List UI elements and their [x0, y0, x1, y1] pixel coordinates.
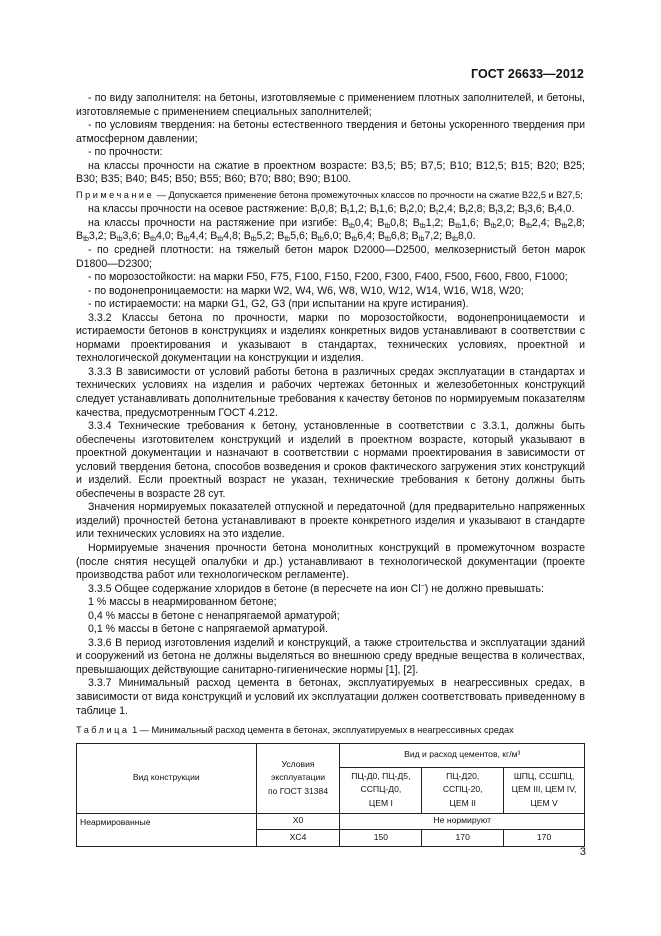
bending-lead: на классы прочности на растяжение при изгибе: [88, 216, 342, 229]
paragraph: - по условиям твердения: на бетоны естественного твердения и бетоны ускоренного твердения при атмосферном давлении; [76, 119, 585, 145]
strength-class-item [210, 230, 238, 242]
strength-class-item [518, 203, 542, 215]
class-subscript: tb [183, 236, 190, 244]
class-value: 1,2 [349, 203, 364, 216]
strength-class-item [310, 203, 334, 215]
paragraph: на классы прочности на сжатие в проектном возрасте: B3,5; B5; B7,5; B10; B12,5; B15; B20; B25; B30; B35; B40; B45; B50; B55; B60; B70; B80; B90; B100. [76, 159, 585, 186]
chloride-tail: ) не должно превышать: [424, 582, 544, 595]
class-subscript: tb [83, 236, 89, 244]
paragraph: 0,4 % массы в бетоне с ненапрягаемой арматурой; [88, 609, 340, 622]
strength-class-item [445, 230, 473, 242]
class-value: 4,4 [189, 230, 205, 243]
axial-lead: на классы прочности на осевое растяжение: [88, 203, 311, 216]
class-value: 2,8 [567, 216, 583, 229]
class-value: 3,6 [122, 230, 138, 243]
strength-class-item [459, 203, 483, 215]
class-value: 2,4 [531, 216, 547, 229]
strength-class-item [554, 217, 582, 229]
header-conditions-line: по ГОСТ 31384 [267, 785, 329, 796]
class-subscript: tb [250, 236, 257, 244]
class-value: 7,2 [424, 230, 440, 243]
strength-class-item [177, 230, 205, 242]
strength-class-item [143, 230, 171, 242]
table-row [77, 813, 585, 829]
table-caption-label: Таблица [76, 725, 130, 736]
class-subscript: t [376, 209, 379, 217]
header-conditions [256, 743, 340, 813]
strength-class-item [277, 230, 305, 242]
class-value: 6,0 [323, 230, 339, 243]
class-value: 2,8 [467, 203, 483, 216]
paragraph: - по виду заполнителя: на бетоны, изготовляемые с применением плотных заполнителей, и бетоны, изготовляемые с применением специальных заполнителей; [76, 92, 585, 118]
class-subscript: t [554, 209, 557, 217]
class-letter: B [554, 216, 562, 229]
class-value: 5,6 [290, 230, 305, 243]
header-line: ССПЦ-20, [442, 784, 483, 795]
class-letter: B [445, 230, 453, 243]
class-value: 0,4 [354, 216, 370, 229]
clause-3-3-3: 3.3.3 В зависимости от условий работы бетона в различных средах эксплуатации в стандартах и технических условиях на изделия и рабочих чертежах бетонных и железобетонных конструкций следует устанавливать дополнительные требования к качеству бетонов по нормируемым показателям качества, предусмотренным ГОСТ 4.212. [76, 365, 585, 419]
header-line: ШПЦ, ССШПЦ, [513, 770, 575, 781]
note [76, 189, 585, 202]
header-line: ЦЕМ I [368, 797, 393, 808]
class-subscript: t [406, 209, 409, 217]
cell-value: 150 [340, 829, 422, 846]
class-letter: B [377, 230, 385, 243]
header-cement-type-1 [340, 767, 422, 813]
class-subscript: tb [455, 222, 462, 230]
class-letter: B [310, 203, 318, 216]
strength-class-item [519, 217, 547, 229]
paragraph: - по средней плотности: на тяжелый бетон марок D2000—D2500, мелкозернистый бетон марок D1800—D2300; [76, 243, 585, 270]
class-letter: B [143, 230, 151, 243]
cell-value: 170 [504, 829, 585, 846]
class-letter: B [399, 203, 407, 216]
cell-condition: X0 [256, 813, 340, 829]
strength-class-item [76, 230, 104, 242]
strength-class-item [411, 230, 439, 242]
class-letter: B [411, 230, 419, 243]
class-value: 2,0 [496, 216, 512, 229]
strength-class-item [370, 203, 394, 215]
strength-class-item [244, 230, 272, 242]
class-subscript: tb [452, 236, 458, 244]
cell-condition: XC4 [256, 829, 340, 846]
class-letter: B [429, 203, 437, 216]
strength-class-item [448, 217, 476, 229]
class-letter: B [341, 216, 350, 229]
class-value: 0,8 [390, 216, 406, 229]
clause-3-3-2: 3.3.2 Классы бетона по прочности, марки по морозостойкости, водонепроницаемости и истираемости бетонов в конструкциях и изделиях конкретных видов устанавливают в соответствии с нормами проектирования и указывают в стандартах, технических условиях, проектной и технологической документации на конструкции и изделия. [76, 311, 585, 365]
class-subscript: tb [351, 236, 358, 244]
class-letter: B [483, 216, 491, 229]
class-value: 1,2 [425, 216, 441, 229]
strength-class-item [484, 217, 512, 229]
page-number: 3 [579, 846, 586, 858]
class-value: 6,8 [390, 230, 406, 243]
class-letter: B [76, 230, 84, 243]
class-subscript: tb [349, 222, 355, 230]
table-caption-text: 1 — Минимальный расход цемента в бетонах, эксплуатируемых в неагрессивных средах [132, 725, 514, 736]
chloride-sup: − [420, 582, 425, 590]
paragraph: 1 % массы в неармированном бетоне; [88, 596, 277, 609]
class-value: 1,6 [378, 203, 394, 216]
class-value: 4,8 [223, 230, 238, 243]
header-construction-type: Вид конструкции [77, 743, 257, 813]
cell-not-normed: Не нормируют [340, 813, 585, 829]
strength-class-item [413, 217, 441, 229]
class-letter: B [210, 230, 218, 243]
bending-class-list: $B_{tb}0,4$; $B_{tb}0,8$; $B_{tb}1,2$; $B_{tb}1,6$; $B_{tb}2,0$; $B_{tb}2,4$; $B_{tb}2,8$; $B_{tb}3,2$; $B_{tb}3,6$; $B_{tb}4,0$; $B_{tb}4,4$; $B_{tb}4,8$; $B_{tb}5,2$; $B_{tb}5,6$; $B_{tb}6,0$; $B_{tb}6,4$; $B_{tb}6,8$; $B_{tb}7,2$; $B_{tb}8,0$. [76, 216, 585, 244]
clause-3-3-5 [76, 583, 585, 597]
strength-class-item [429, 203, 453, 215]
class-value: 0,8 [319, 203, 335, 216]
header-cement-group: Вид и расход цементов, кг/м³ [340, 743, 585, 767]
class-letter: B [518, 216, 527, 229]
axial-class-list: $B_t0,8$; $B_t1,2$; $B_t1,6$; $B_t2,0$; $B_t2,4$; $B_t2,8$; $B_t3,2$; $B_t3,6$; $B_t4,0$. [310, 203, 575, 217]
class-subscript: t [525, 209, 528, 217]
class-letter: B [344, 230, 352, 243]
header-line: ЦЕМ V [530, 797, 558, 808]
cement-consumption-table [76, 743, 585, 847]
note-label: Примечание [76, 189, 155, 200]
class-subscript: tb [526, 222, 532, 230]
class-subscript: tb [284, 236, 291, 244]
header-line: ЦЕМ II [449, 797, 476, 808]
class-value: 4,0 [156, 230, 171, 243]
strength-class-item [488, 203, 512, 215]
bending-tension-classes [76, 217, 585, 244]
table-caption [76, 724, 585, 738]
class-value: 3,6 [527, 203, 542, 216]
strength-class-item [377, 217, 405, 229]
axial-tension-classes [76, 203, 585, 217]
header-line: ЦЕМ III, ЦЕМ IV, [511, 784, 577, 795]
class-subscript: tb [150, 236, 157, 244]
class-letter: B [412, 216, 420, 229]
class-letter: B [277, 230, 285, 243]
class-letter: B [448, 216, 456, 229]
class-subscript: tb [561, 222, 568, 230]
strength-class-item [378, 230, 406, 242]
class-letter: B [176, 230, 184, 243]
paragraph: Значения нормируемых показателей отпускной и передаточной (для предварительно напряженных изделий) прочностей бетона устанавливают в проекте конкретного изделия и указывают в стандарте или технических условиях на это изделие. [76, 501, 585, 541]
clause-3-3-7: 3.3.7 Минимальный расход цемента в бетонах, эксплуатируемых в неагрессивных средах, в зависимости от вида конструкций и условий их эксплуатации должен соответствовать приведенному в таблице 1. [76, 677, 585, 717]
class-letter: B [109, 230, 117, 243]
header-conditions-line: эксплуатации [270, 772, 326, 783]
class-letter: B [369, 203, 377, 216]
class-subscript: tb [385, 236, 391, 244]
class-value: 4,0 [556, 203, 572, 216]
header-cement-type-3 [504, 767, 585, 813]
header-cement-type-2 [422, 767, 504, 813]
class-subscript: t [436, 209, 439, 217]
paragraph: - по истираемости: на марки G1, G2, G3 (при испытании на круге истирания). [88, 298, 469, 311]
clause-3-3-4: 3.3.4 Технические требования к бетону, установленные в соответствии с 3.3.1, должны быть обеспечены изготовителем конструкций и изделий в проектном возрасте, который указывают в проектной документации и назначают в соответствии с нормами проектирования в зависимости от условий твердения бетона, способов возведения и сроков фактического загружения этих конструкций и изделий. Если проектный возраст не указан, технические требования к бетону должны быть обеспечены в возрасте 28 сут. [76, 420, 585, 500]
class-value: 3,2 [88, 230, 104, 243]
class-value: 2,0 [408, 203, 424, 216]
class-subscript: t [347, 209, 350, 217]
chloride-lead: 3.3.5 Общее содержание хлоридов в бетоне (в пересчете на ион Cl [88, 582, 421, 595]
class-subscript: t [495, 209, 498, 217]
class-value: 2,4 [438, 203, 453, 216]
paragraph: - по прочности: [88, 146, 163, 159]
strength-class-item [548, 203, 572, 215]
class-subscript: t [317, 209, 320, 217]
class-value: 1,6 [461, 216, 476, 229]
cell-value: 170 [422, 829, 504, 846]
paragraph: - по водонепроницаемости: на марки W2, W4, W6, W8, W10, W12, W14, W16, W18, W20; [88, 284, 524, 297]
strength-class-item [344, 230, 372, 242]
class-value: 6,4 [357, 230, 373, 243]
header-conditions-line: Условия [281, 758, 315, 769]
clause-3-3-6: 3.3.6 В период изготовления изделий и конструкций, а также строительства и эксплуатации зданий и сооружений из бетона не должны выделяться во внешнюю среду вредные вещества в количествах, превышающих действующие санитарно-гигиенические нормы [1], [2]. [76, 636, 585, 676]
class-value: 3,2 [497, 203, 513, 216]
paragraph: - по морозостойкости: на марки F50, F75, F100, F150, F200, F300, F400, F500, F600, F800, F1000; [88, 271, 568, 284]
class-subscript: tb [317, 236, 324, 244]
class-subscript: t [465, 209, 468, 217]
class-letter: B [377, 216, 385, 229]
class-letter: B [488, 203, 496, 216]
cell-construction-type: Неармированные [77, 813, 257, 846]
header-line: ПЦ-Д0, ПЦ-Д5, [351, 770, 411, 781]
class-subscript: tb [418, 236, 425, 244]
header-line: ПЦ-Д20, [446, 770, 480, 781]
class-letter: B [547, 203, 555, 216]
class-subscript: tb [217, 236, 224, 244]
strength-class-item [342, 217, 370, 229]
strength-class-item [399, 203, 423, 215]
class-letter: B [458, 203, 466, 216]
note-text: — Допускается применение бетона промежуточных классов по прочности на сжатие B22,5 и B27,5; [154, 189, 583, 200]
paragraph: Нормируемые значения прочности бетона монолитных конструкций в промежуточном возрасте (после снятия несущей опалубки и др.) устанавливают в технологической документации (проекте производства работ или технологическом регламенте). [76, 542, 585, 582]
class-letter: B [518, 203, 526, 216]
class-subscript: tb [419, 222, 426, 230]
class-value: 8,0 [457, 230, 473, 243]
strength-class-item [311, 230, 339, 242]
doc-header: ГОСТ 26633—2012 [470, 67, 584, 81]
class-value: 5,2 [256, 230, 272, 243]
class-letter: B [340, 203, 348, 216]
class-subscript: tb [116, 236, 123, 244]
paragraph: 0,1 % массы в бетоне с напрягаемой арматурой. [88, 623, 328, 636]
strength-class-item [110, 230, 138, 242]
strength-class-item [340, 203, 364, 215]
class-subscript: tb [490, 222, 497, 230]
body-text [76, 92, 585, 847]
class-subscript: tb [384, 222, 391, 230]
header-line: ССПЦ-Д0, [360, 784, 402, 795]
class-letter: B [310, 230, 318, 243]
class-letter: B [243, 230, 251, 243]
